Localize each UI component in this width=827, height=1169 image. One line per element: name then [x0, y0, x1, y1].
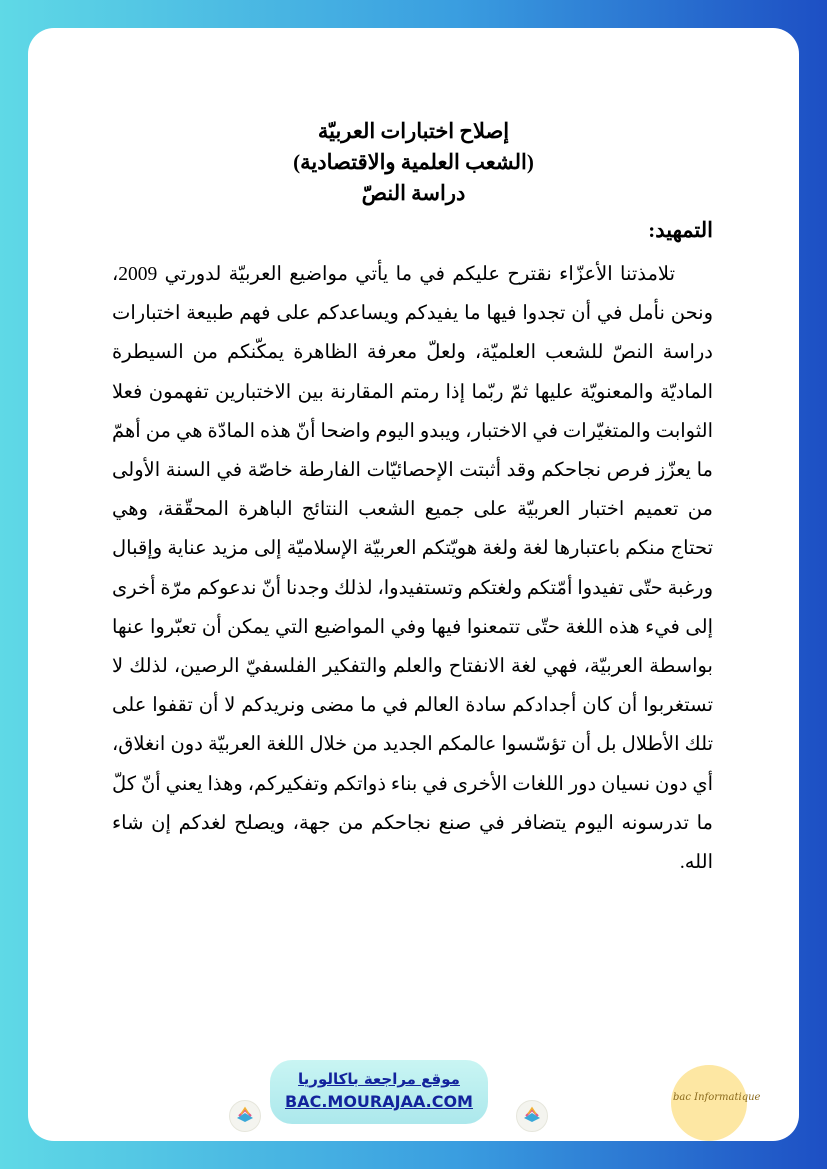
brand-text: bac Informatique: [673, 1092, 761, 1103]
intro-paragraph: تلامذتنا الأعزّاء نقترح عليكم في ما يأتي مواضيع العربيّة لدورتي 2009، ونحن نأمل في أن تجدوا فيها ما يفيدكم ويساعدكم على فهم طبيعة اختبارات دراسة النصّ للشعب العلميّة، ولعلّ معرفة الظاهرة يمكّنكم من السيطرة الماديّة والمعنويّة عليها ثمّ ربّما إذا رمتم المقارنة بين الاختبارين تفهمون فعلا الثوابت والمتغيّرات في الاختبار، ويبدو اليوم واضحا أنّ هذه المادّة هي من أهمّ ما يعزّز فرص نجاحكم وقد أثبتت الإحصائيّات الفارطة خاصّة في السنة الأولى من تعميم اختبار العربيّة على جميع الشعب النتائج الباهرة المحقّقة، وهي تحتاج منكم باعتبارها لغة ولغة هويّتكم العربيّة الإسلاميّة إلى مزيد عناية وإقبال ورغبة حتّى تفيدوا أمّتكم ولغتكم وتستفيدوا، لذلك وجدنا أنّ ندعوكم مرّة أخرى إلى فيء هذه اللغة حتّى تتمعنوا فيها وفي المواضيع التي يمكن أن تعبّروا عنها بواسطة العربيّة، فهي لغة الانفتاح والعلم والتفكير الفلسفيّ الرصين، لذلك لا تستغربوا أن كان أجدادكم سادة العالم في ما مضى ونريدكم لا أن تقفوا على تلك الأطلال بل أن تؤسّسوا عالمكم الجديد من خلال اللغة العربيّة دون انغلاق، أي دون نسيان دور اللغات الأخرى في بناء ذواتكم وتفكيركم، وهذا يعني أنّ كلّ ما تدرسونه اليوم يتضافر في صنع نجاحكم من جهة، ويصلح لغدكم إن شاء الله.: [112, 264, 713, 874]
footer-site-name[interactable]: موقع مراجعة باكالوريا: [298, 1070, 460, 1088]
site-logo-right-icon: [516, 1100, 548, 1132]
site-logo-left-icon: [229, 1100, 261, 1132]
footer-site-link[interactable]: [270, 1060, 488, 1124]
brand-badge: [671, 1065, 761, 1141]
subtitle-streams: (الشعب العلمية والاقتصادية): [293, 150, 534, 174]
title-block: [28, 116, 799, 209]
main-title: إصلاح اختبارات العربيّة: [317, 119, 510, 143]
document-page: [28, 28, 799, 1141]
section-heading: التمهيد:: [648, 218, 713, 242]
subtitle-text-study: دراسة النصّ: [361, 181, 466, 205]
footer-url[interactable]: BAC.MOURAJAA.COM: [285, 1092, 473, 1111]
